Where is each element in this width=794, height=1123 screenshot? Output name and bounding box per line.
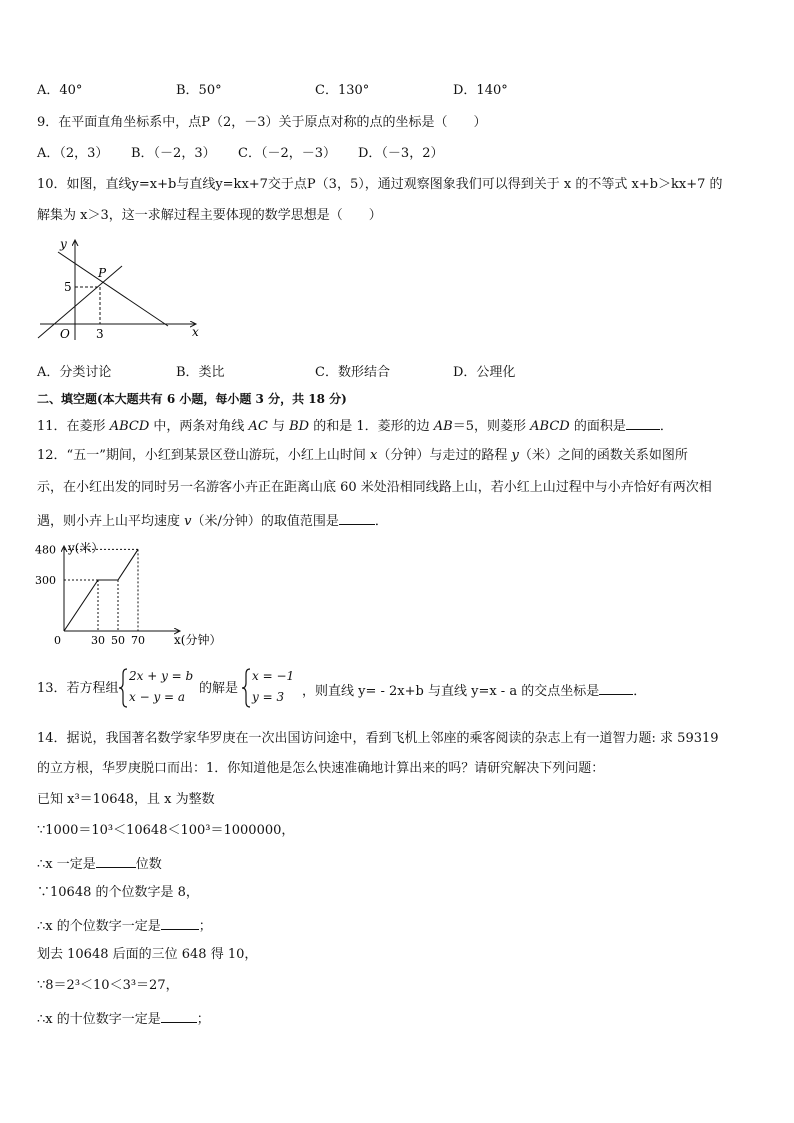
q13-brace-1 [118, 668, 128, 708]
q11-answer-blank[interactable] [626, 415, 660, 430]
q14-line8: 划去 10648 后面的三位 648 得 10， [37, 947, 258, 962]
q14-line5: ∴x 一定是 位数 [37, 853, 162, 874]
q12-answer-blank[interactable] [339, 510, 375, 525]
q12-xtick-30: 30 [91, 634, 105, 647]
q9-option-c: C．（－2，－3） [238, 146, 336, 161]
q10-label-3: 3 [96, 327, 104, 341]
q10-label-x: x [192, 325, 199, 339]
q14-line3: 已知 x³＝10648，且 x 为整数 [37, 792, 215, 807]
q12-xtick-0: 0 [54, 634, 61, 647]
q14-line6: ∵10648 的个位数字是 8， [37, 885, 199, 900]
q12-xtick-70: 70 [131, 634, 145, 647]
q13-mid: 的解是 [199, 681, 239, 696]
q14-blank-tens-digit[interactable] [161, 1008, 197, 1023]
q13-equation-1: 2x + y = b [129, 669, 194, 683]
q12-xtick-50: 50 [111, 634, 125, 647]
q10-option-b: B．类比 [176, 365, 225, 380]
q13-solution-y: y = 3 [252, 690, 285, 704]
q12-ytick-480: 480 [35, 543, 56, 557]
q12-series-line [64, 549, 138, 631]
q14-line4: ∵1000＝10³＜10648＜100³＝1000000， [37, 823, 295, 838]
section-2-heading: 二、填空题(本大题共有 6 小题，每小题 3 分，共 18 分) [37, 392, 347, 406]
q10-label-y: y [60, 237, 67, 251]
q10-graph [30, 232, 210, 344]
q12-graph [30, 536, 240, 650]
q13-equation-2: x − y = a [129, 690, 186, 704]
q8-option-c: C．130° [315, 83, 370, 98]
q10-option-a: A．分类讨论 [37, 365, 112, 380]
q12-line3: 遇，则小卉上山平均速度 v（米/分钟）的取值范围是 ． [37, 510, 388, 531]
q13-answer-blank[interactable] [599, 680, 633, 695]
q10-option-d: D．公理化 [453, 365, 516, 380]
q8-option-a: A．40° [37, 83, 83, 98]
q13-brace-2 [241, 668, 251, 708]
q14-line10: ∴x 的十位数字一定是 ； [37, 1008, 210, 1029]
q12-line1: 12．“五一”期间，小红到某景区登山游玩，小红上山时间 x（分钟）与走过的路程 y（米）之间的函数关系如图所 [37, 448, 688, 463]
q8-option-d: D．140° [453, 83, 508, 98]
q10-line-xb [38, 266, 122, 338]
q9-stem: 9．在平面直角坐标系中，点P（2，－3）关于原点对称的点的坐标是（ ） [37, 115, 487, 130]
q14-line1: 14．据说，我国著名数学家华罗庚在一次出国访问途中，看到飞机上邻座的乘客阅读的杂志上有一道智力题: 求 59319 [37, 731, 719, 746]
q14-line9: ∵8＝2³＜10＜3³＝27， [37, 978, 179, 993]
q14-blank-digits[interactable] [96, 853, 136, 868]
q10-label-o: O [60, 327, 70, 341]
q13-post: ，则直线 y= - 2x+b 与直线 y=x - a 的交点坐标是 ． [302, 680, 646, 701]
q14-blank-units-digit[interactable] [161, 915, 199, 930]
q9-option-b: B．（－2，3） [131, 146, 216, 161]
q10-label-5: 5 [64, 280, 72, 294]
q11-stem: 11．在菱形 ABCD 中，两条对角线 AC 与 BD 的和是 1．菱形的边 AB＝5，则菱形 ABCD 的面积是 ． [37, 415, 673, 436]
q12-y-label: y(米） [68, 541, 104, 555]
q12-x-label: x(分钟） [174, 633, 222, 647]
q13-solution-x: x = −1 [252, 669, 295, 683]
q10-stem-line1: 10．如图，直线y=x+b与直线y=kx+7交于点P（3，5），通过观察图象我们可以得到关于 x 的不等式 x+b＞kx+7 的 [37, 177, 723, 192]
q10-stem-line2: 解集为 x＞3，这一求解过程主要体现的数学思想是（ ） [37, 208, 382, 223]
q10-option-c: C．数形结合 [315, 365, 390, 380]
q9-option-d: D．（－3，2） [358, 146, 444, 161]
q12-line2: 示，在小红出发的同时另一名游客小卉正在距离山底 60 米处沿相同线路上山，若小红上山过程中与小卉恰好有两次相 [37, 480, 712, 495]
q12-ytick-300: 300 [35, 574, 56, 587]
q8-option-b: B．50° [176, 83, 222, 98]
q9-option-a: A．（2，3） [37, 146, 109, 161]
q14-line7: ∴x 的个位数字一定是 ； [37, 915, 212, 936]
q14-line2: 的立方根，华罗庚脱口而出：1．你知道他是怎么快速准确地计算出来的吗？请研究解决下列问题： [37, 761, 605, 776]
q13-pre: 13．若方程组 [37, 681, 119, 696]
q10-label-p: P [98, 266, 107, 280]
